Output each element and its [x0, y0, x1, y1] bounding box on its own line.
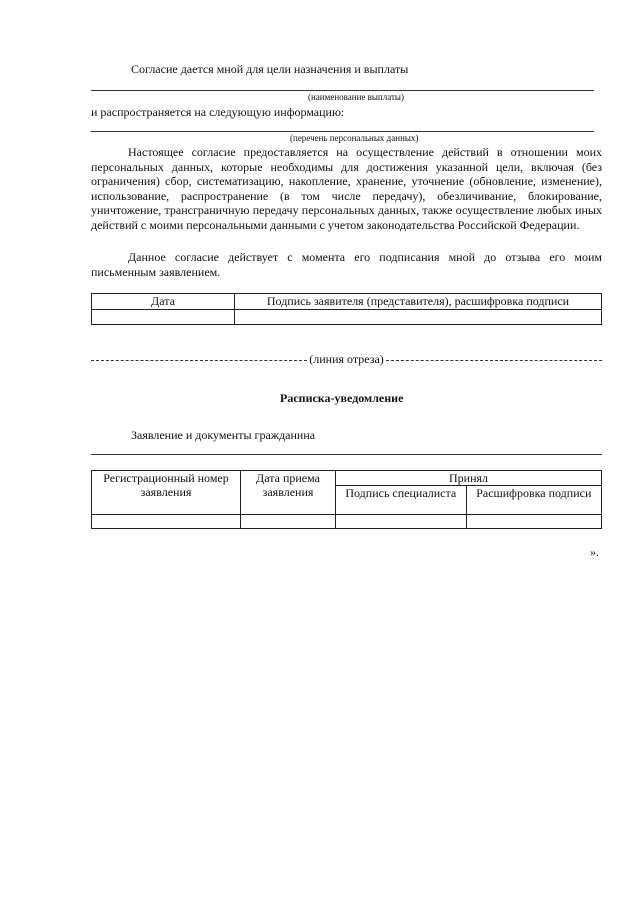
receipt-cell-reg-number[interactable] [92, 515, 241, 529]
consent-paragraph-validity: Данное согласие действует с момента его подписания мной до отзыва его моим письменным заявлением. [91, 250, 602, 279]
receipt-header-sign-decode: Расшифровка подписи [466, 486, 601, 515]
consent-line-purpose: Согласие дается мной для цели назначения и выплаты [131, 62, 409, 76]
payment-name-caption: (наименование выплаты) [308, 92, 404, 102]
cut-line [91, 352, 602, 367]
cut-dashes-left [91, 360, 307, 361]
cut-dashes-right [386, 360, 602, 361]
receipt-table [91, 470, 602, 529]
receipt-line-documents: Заявление и документы гражданина [131, 428, 316, 442]
sign-table-header-signature: Подпись заявителя (представителя), расшифровка подписи [235, 294, 602, 310]
receipt-header-reg-number: Регистрационный номер заявления [92, 471, 241, 515]
sign-table-cell-date[interactable] [92, 310, 235, 325]
sign-table-header-date: Дата [92, 294, 235, 310]
signature-table [91, 293, 602, 325]
receipt-cell-specialist-sign[interactable] [336, 515, 467, 529]
personal-data-fill-line[interactable] [91, 131, 594, 132]
personal-data-caption: (перечень персональных данных) [290, 133, 419, 143]
receipt-title: Расписка-уведомление [280, 391, 404, 405]
payment-name-fill-line[interactable] [91, 90, 594, 91]
cut-line-label: (линия отреза) [309, 352, 384, 366]
consent-line-scope: и распространяется на следующую информацию: [91, 105, 345, 119]
receipt-header-specialist-sign: Подпись специалиста [336, 486, 467, 515]
closing-quote: ». [590, 545, 599, 559]
consent-paragraph-actions: Настоящее согласие предоставляется на осуществление действий в отношении моих персональных данных, которые необходимы для достижения указанной цели, включая (без ограничения) сбор, систематизацию, накопление, хранение, уточнение (обновление, изменение), использование, распространение (в том числе передачу), обезличивание, блокирование, уничтожение, трансграничную передачу персональных данных, также осуществление любых иных действий с моими персональными данными с учетом законодательства Российской Федерации. [91, 145, 602, 232]
receipt-cell-date[interactable] [241, 515, 336, 529]
receipt-header-date: Дата приема заявления [241, 471, 336, 515]
receipt-fill-line[interactable] [91, 454, 602, 455]
sign-table-cell-signature[interactable] [235, 310, 602, 325]
receipt-cell-sign-decode[interactable] [466, 515, 601, 529]
receipt-header-accepted: Принял [336, 471, 602, 486]
